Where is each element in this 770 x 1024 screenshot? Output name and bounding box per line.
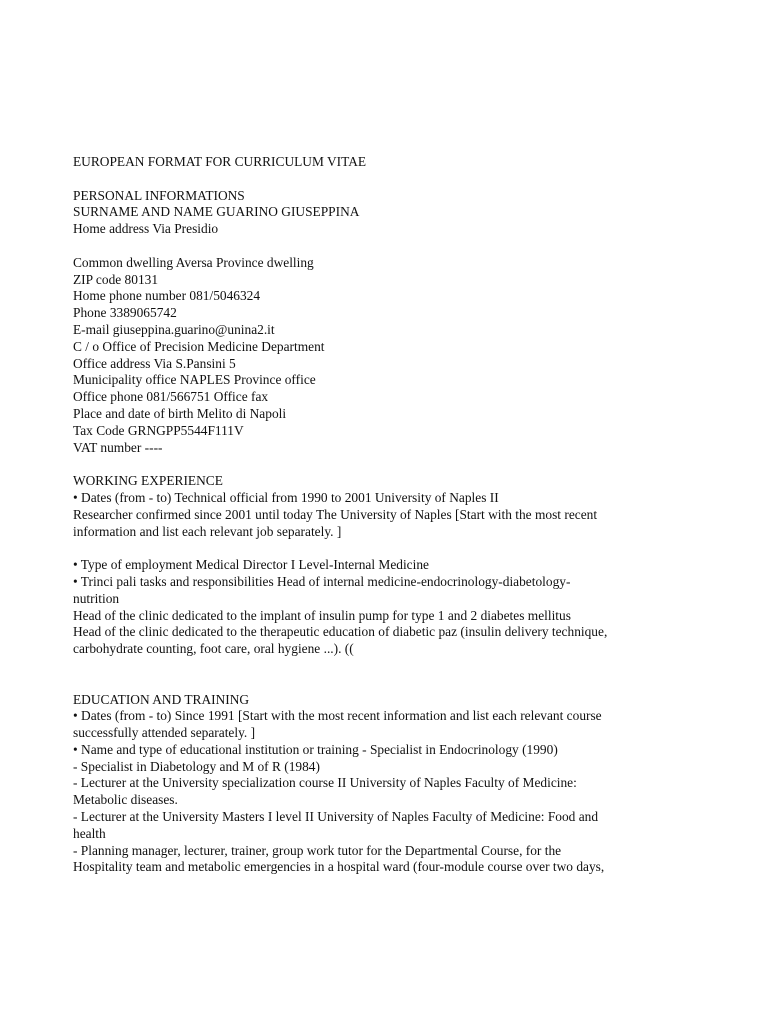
text-line: Head of the clinic dedicated to the implant of insulin pump for type 1 and 2 diabetes mellitus (73, 607, 571, 623)
spacer (73, 456, 713, 473)
text-line: Office phone 081/566751 Office fax (73, 389, 269, 405)
spacer (73, 540, 713, 557)
text-line: Municipality office NAPLES Province office (73, 372, 316, 388)
text-line: ZIP code 80131 (73, 271, 159, 287)
work-lines-a (73, 490, 713, 540)
text-line: Home address Via Presidio (73, 221, 219, 237)
document-title: EUROPEAN FORMAT FOR CURRICULUM VITAE (73, 154, 367, 169)
text-line: Place and date of birth Melito di Napoli (73, 405, 287, 421)
text-line: Office address Via S.Pansini 5 (73, 355, 236, 371)
text-line: carbohydrate counting, foot care, oral hygiene ...). (( (73, 641, 354, 657)
text-line: Common dwelling Aversa Province dwelling (73, 254, 314, 270)
text-line: • Trinci pali tasks and responsibilities Head of internal medicine-endocrinology-diabetology- (73, 573, 571, 589)
text-line: Home phone number 081/5046324 (73, 288, 261, 304)
work-heading: WORKING EXPERIENCE (73, 473, 223, 489)
text-line: C / o Office of Precision Medicine Department (73, 338, 325, 354)
text-line: - Lecturer at the University specialization course II University of Naples Faculty of Medicine: (73, 775, 577, 791)
text-line: • Dates (from - to) Technical official from 1990 to 2001 University of Naples II (73, 489, 499, 505)
text-line: Metabolic diseases. (73, 792, 178, 808)
text-line: • Type of employment Medical Director I Level-Internal Medicine (73, 557, 429, 573)
text-line: Phone 3389065742 (73, 305, 177, 321)
text-line: Head of the clinic dedicated to the therapeutic education of diabetic paz (insulin delivery technique, (73, 624, 608, 640)
text-line: Researcher confirmed since 2001 until today The University of Naples [Start with the most recent (73, 506, 598, 522)
text-line: • Name and type of educational institution or training - Specialist in Endocrinology (1990) (73, 741, 558, 757)
spacer (73, 171, 713, 188)
education-heading: EDUCATION AND TRAINING (73, 691, 250, 707)
personal-lines-a (73, 204, 713, 238)
text-line: - Lecturer at the University Masters I level II University of Naples Faculty of Medicine: Food and (73, 809, 599, 825)
text-line: nutrition (73, 590, 120, 606)
text-line: Tax Code GRNGPP5544F111V (73, 422, 244, 438)
text-line: E-mail giuseppina.guarino@unina2.it (73, 321, 275, 337)
personal-heading: PERSONAL INFORMATIONS (73, 187, 245, 203)
text-line: information and list each relevant job separately. ] (73, 523, 342, 539)
text-line: health (73, 825, 106, 841)
text-line: successfully attended separately. ] (73, 725, 256, 741)
text-line: - Specialist in Diabetology and M of R (1984) (73, 758, 320, 774)
text-line: SURNAME AND NAME GUARINO GIUSEPPINA (73, 204, 360, 220)
text-line: VAT number ---- (73, 439, 163, 455)
spacer (73, 238, 713, 255)
education-lines (73, 708, 713, 876)
cv-body (73, 154, 713, 876)
personal-lines-b (73, 255, 713, 457)
text-line: Hospitality team and metabolic emergencies in a hospital ward (four-module course over two days, (73, 859, 605, 875)
text-line: - Planning manager, lecturer, trainer, group work tutor for the Departmental Course, for the (73, 842, 562, 858)
work-lines-b (73, 557, 713, 658)
spacer (73, 658, 713, 692)
text-line: • Dates (from - to) Since 1991 [Start with the most recent information and list each relevant course (73, 708, 602, 724)
